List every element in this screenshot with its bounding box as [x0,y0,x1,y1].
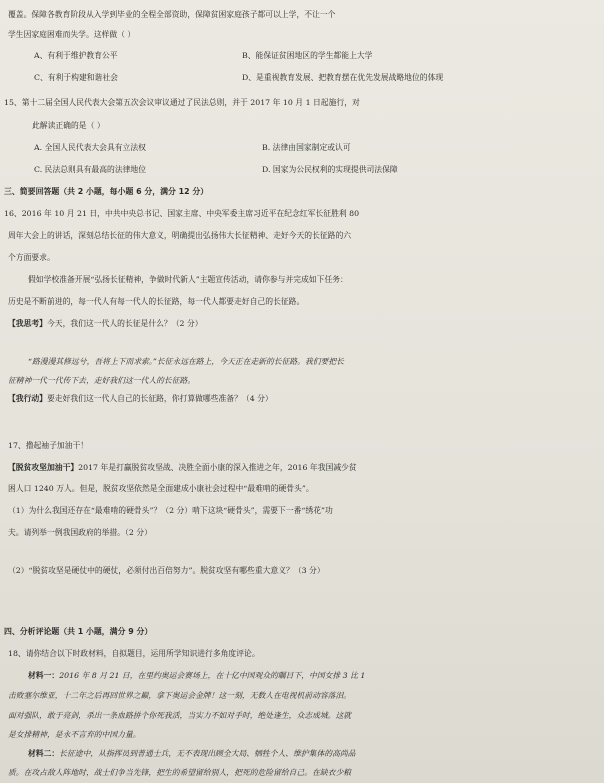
act-text: 要走好我们这一代人自己的长征路，你打算做哪些准备？（4 分） [46,394,273,403]
q18-material-2-line-1 [0,745,604,763]
material-1-text: 2016 年 8 月 21 日，在里约奥运会赛场上，在十亿中国观众的瞩目下，中国女排 3 比 1 [59,671,366,680]
section-3-title: 三、简要回答题（共 2 小题，每小题 6 分，满分 12 分） [4,187,209,196]
q17-line-3: 困人口 1240 万人。但是，脱贫攻坚依然是全面建成小康社会过程中“最难啃的硬骨头”。 [8,484,314,493]
q14-option-a: A、有利于维护教育公平 [34,51,118,60]
q15-line-2: 此解读正确的是（ ） [32,121,105,130]
section-4-title: 四、分析评论题（共 1 小题，满分 9 分） [4,627,153,636]
q17-line-1: 17、撸起袖子加油干！ [8,441,89,450]
q18-material-1-line-4: 是女排精神，是永不言弃的中国力量。 [8,730,141,739]
q17-tag: 【脱贫攻坚加油干】 [8,463,79,472]
q15-option-a: A. 全国人民代表大会具有立法权 [34,143,146,152]
q16-line-3: 个方面要求。 [8,253,55,262]
q16-line-2: 周年大会上的讲话，深刻总结长征的伟大意义，明确提出弘扬伟大长征精神、走好今天的长征路的六 [8,231,352,240]
q16-quote-line-1: “路漫漫其修远兮，吾将上下而求索。”长征永远在路上，今天正在走新的长征路。我们要把长 [28,357,344,366]
q18-material-2-line-2: 质。在攻占敌人阵地时，战士们争当先锋，把生的希望留给别人，把死的危险留给自己。在缺衣少粮 [8,768,352,777]
q18-line-1: 18、请你结合以下时政材料，自拟题目，运用所学知识进行多角度评论。 [8,649,260,658]
q16-line-1: 16、2016 年 10 月 21 日，中共中央总书记、国家主席、中央军委主席习近平在纪念红军长征胜利 80 [4,209,360,218]
q16-think [0,315,604,333]
material-1-label: 材料一： [28,671,60,680]
q15-option-b: B. 法律由国家制定或认可 [262,143,351,152]
think-text: 今天，我们这一代人的长征是什么？（2 分） [46,319,203,328]
q17-line-2-text: 2017 年是打赢脱贫攻坚战、决胜全面小康的深入推进之年，2016 年我国减少贫 [78,463,357,472]
q18-material-1-line-3: 面对强队，敢于亮剑，杀出一条血路拼个你死我活，当实力不如对手时，绝处逢生，众志成城。这就 [8,711,352,720]
q18-material-1-line-1 [0,667,604,685]
q16-act [0,390,604,408]
q14-option-b: B、能保证贫困地区的学生都能上大学 [242,51,373,60]
material-2-label: 材料二： [28,749,60,758]
q16-line-5: 历史是不断前进的，每一代人有每一代人的长征路，每一代人都要走好自己的长征路。 [8,297,305,306]
act-label: 【我行动】 [8,394,47,403]
q17-sub-1-line-2: 夫。请列举一例我国政府的举措。（2 分） [8,528,152,537]
q15-line-1: 15、第十二届全国人民代表大会第五次会议审议通过了民法总则，并于 2017 年 10 月 1 日起施行，对 [4,98,360,107]
q14-line-1: 覆盖。保障各教育阶段从入学到毕业的全程全部资助，保障贫困家庭孩子都可以上学，不让一个 [8,10,336,19]
q17-sub-1-line-1: （1）为什么我国还存在“最难啃的硬骨头”？（2 分）啃下这块“硬骨头”，需要下一番“绣花”功 [8,506,333,515]
q17-sub-2: （2）“脱贫攻坚是硬仗中的硬仗，必须付出百倍努力”。脱贫攻坚有哪些重大意义？（3 分） [8,566,325,575]
think-label: 【我思考】 [8,319,47,328]
q16-line-4: 假如学校准备开展“弘扬长征精神，争做时代新人”主题宣传活动，请你参与并完成如下任务： [28,275,348,284]
q14-option-c: C、有利于构建和谐社会 [34,73,118,82]
q14-option-d: D、是重视教育发展、把教育摆在优先发展战略地位的体现 [242,73,444,82]
q15-option-d: D. 国家为公民权利的实现提供司法保障 [262,165,398,174]
material-2-text: 长征途中，从指挥员到普通士兵，无不表现出顾全大局、牺牲个人、维护集体的高尚品 [59,749,356,758]
q16-quote-line-2: 征精神一代一代传下去，走好我们这一代人的长征路。 [8,376,196,385]
q18-material-1-line-2: 击败塞尔维亚，十二年之后再回世界之巅，拿下奥运会金牌！这一刻，无数人在电视机前动容落泪。 [8,691,352,700]
q14-line-2: 学生因家庭困难而失学。这样做（ ） [8,30,136,39]
q17-line-2 [0,459,604,477]
q15-option-c: C. 民法总则具有最高的法律地位 [34,165,147,174]
